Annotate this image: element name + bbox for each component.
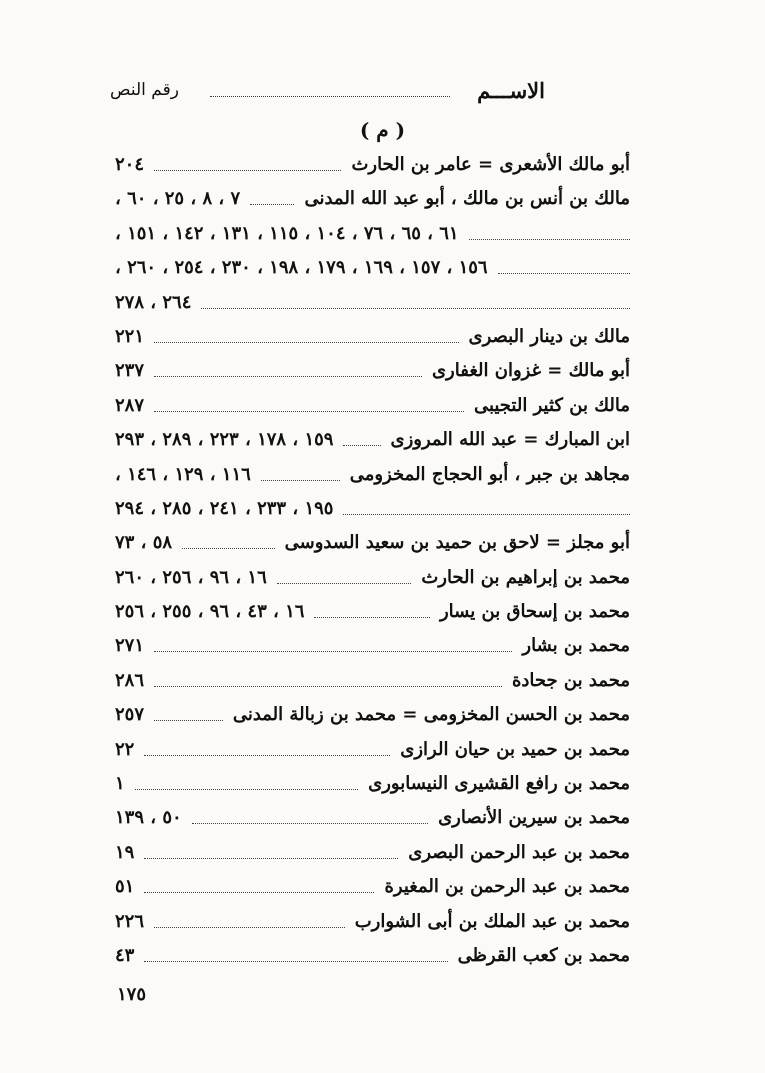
entry-name: مالك بن أنس بن مالك ، أبو عبد الله المدنى <box>304 188 630 210</box>
leader-dots <box>154 651 512 652</box>
entry-name: ابن المبارك = عبد الله المروزى <box>390 429 630 451</box>
entry-numbers: ٥٨ ، ٧٣ <box>115 532 173 554</box>
leader-dots <box>154 927 345 928</box>
index-entry <box>115 286 630 320</box>
leader-dots <box>192 823 428 824</box>
entry-numbers: ١٥٦ ، ١٥٧ ، ١٦٩ ، ١٧٩ ، ١٩٨ ، ٢٣٠ ، ٢٥٤ ، ٢٦٠ ، <box>115 257 488 279</box>
entry-numbers: ٢٢٦ <box>115 910 145 932</box>
entry-numbers: ٥١ <box>115 876 135 898</box>
leader-dots <box>314 617 430 618</box>
index-entry <box>115 664 630 698</box>
leader-dots <box>154 411 464 412</box>
entry-numbers: ٢٨٧ <box>115 394 145 416</box>
index-entry <box>115 629 630 663</box>
index-entry <box>115 698 630 732</box>
entry-name: مالك بن دينار البصرى <box>468 325 630 347</box>
entry-numbers: ٢٦٤ ، ٢٧٨ <box>115 291 192 313</box>
entry-numbers: ٦١ ، ٦٥ ، ٧٦ ، ١٠٤ ، ١١٥ ، ١٣١ ، ١٤٢ ، ١٥١ ، <box>115 222 459 244</box>
leader-dots <box>154 720 223 721</box>
entry-numbers: ١٩ <box>115 841 135 863</box>
entry-numbers: ٥٠ ، ١٣٩ <box>115 807 182 829</box>
entry-name: محمد بن كعب القرظى <box>457 944 630 966</box>
entry-numbers: ١٦ ، ٩٦ ، ٢٥٦ ، ٢٦٠ <box>115 566 267 588</box>
leader-dots <box>154 170 341 171</box>
index-entry <box>115 320 630 354</box>
index-entry <box>115 733 630 767</box>
entry-numbers: ١٩٥ ، ٢٣٣ ، ٢٤١ ، ٢٨٥ ، ٢٩٤ <box>115 497 334 519</box>
leader-dots <box>469 239 630 240</box>
header-leader-dots <box>210 96 450 97</box>
entry-name: مالك بن كثير التجيبى <box>473 394 630 416</box>
entry-numbers: ٢٥٧ <box>115 704 145 726</box>
index-entry <box>115 905 630 939</box>
leader-dots <box>343 514 630 515</box>
leader-dots <box>277 583 411 584</box>
index-entries <box>115 148 630 973</box>
index-entry <box>115 389 630 423</box>
index-entry <box>115 870 630 904</box>
leader-dots <box>144 961 448 962</box>
entry-name: محمد بن إبراهيم بن الحارث <box>421 566 630 588</box>
entry-numbers: ٢٢١ <box>115 325 145 347</box>
entry-numbers: ٢٢ <box>115 738 135 760</box>
entry-name: محمد بن حميد بن حيان الرازى <box>400 738 630 760</box>
page-number: ١٧٥ <box>117 984 147 1005</box>
section-letter: ( م ) <box>359 118 406 142</box>
index-entry <box>115 595 630 629</box>
entry-numbers: ١١٦ ، ١٢٩ ، ١٤٦ ، <box>115 463 251 485</box>
index-entry <box>115 561 630 595</box>
entry-name: محمد بن عبد الرحمن البصرى <box>408 841 630 863</box>
entry-numbers: ١٥٩ ، ١٧٨ ، ٢٢٣ ، ٢٨٩ ، ٢٩٣ <box>115 429 334 451</box>
index-entry <box>115 767 630 801</box>
leader-dots <box>144 892 374 893</box>
index-entry <box>115 354 630 388</box>
entry-name: محمد بن عبد الملك بن أبى الشوارب <box>354 910 630 932</box>
index-entry <box>115 836 630 870</box>
entry-numbers: ٢٧١ <box>115 635 145 657</box>
index-entry <box>115 423 630 457</box>
entry-numbers: ٢٣٧ <box>115 360 145 382</box>
leader-dots <box>261 480 340 481</box>
leader-dots <box>498 273 630 274</box>
entry-name: محمد بن إسحاق بن يسار <box>439 601 630 623</box>
index-entry <box>115 526 630 560</box>
index-entry <box>115 492 630 526</box>
index-entry <box>115 182 630 216</box>
entry-numbers: ٧ ، ٨ ، ٢٥ ، ٦٠ ، <box>115 188 241 210</box>
index-entry <box>115 217 630 251</box>
index-entry <box>115 801 630 835</box>
entry-name: محمد بن عبد الرحمن بن المغيرة <box>384 876 630 898</box>
leader-dots <box>154 686 502 687</box>
column-header <box>110 78 545 108</box>
entry-name: محمد بن بشار <box>522 635 630 657</box>
entry-name: أبو مجلز = لاحق بن حميد بن سعيد السدوسى <box>284 532 630 554</box>
leader-dots <box>144 858 398 859</box>
number-column-label: رقم النص <box>110 80 179 100</box>
entry-numbers: ١٦ ، ٤٣ ، ٩٦ ، ٢٥٥ ، ٢٥٦ <box>115 601 305 623</box>
entry-name: أبو مالك = غزوان الغفارى <box>431 360 630 382</box>
entry-name: محمد بن رافع القشيرى النيسابورى <box>368 773 630 795</box>
index-entry <box>115 148 630 182</box>
leader-dots <box>182 548 275 549</box>
index-entry <box>115 939 630 973</box>
leader-dots <box>154 342 459 343</box>
index-entry <box>115 458 630 492</box>
name-column-label: الاســـم <box>477 78 545 103</box>
leader-dots <box>144 755 390 756</box>
entry-name: محمد بن سيرين الأنصارى <box>438 807 630 829</box>
entry-numbers: ٢٠٤ <box>115 154 145 175</box>
entry-numbers: ١ <box>115 773 125 795</box>
entry-numbers: ٢٨٦ <box>115 669 145 691</box>
leader-dots <box>201 308 630 309</box>
entry-name: أبو مالك الأشعرى = عامر بن الحارث <box>351 154 630 175</box>
entry-numbers: ٤٣ <box>115 944 135 966</box>
leader-dots <box>135 789 358 790</box>
entry-name: محمد بن الحسن المخزومى = محمد بن زبالة المدنى <box>232 704 630 726</box>
leader-dots <box>250 204 294 205</box>
entry-name: مجاهد بن جبر ، أبو الحجاج المخزومى <box>349 463 630 485</box>
entry-name: محمد بن جحادة <box>511 669 630 691</box>
index-entry <box>115 251 630 285</box>
leader-dots <box>343 445 381 446</box>
leader-dots <box>154 376 422 377</box>
